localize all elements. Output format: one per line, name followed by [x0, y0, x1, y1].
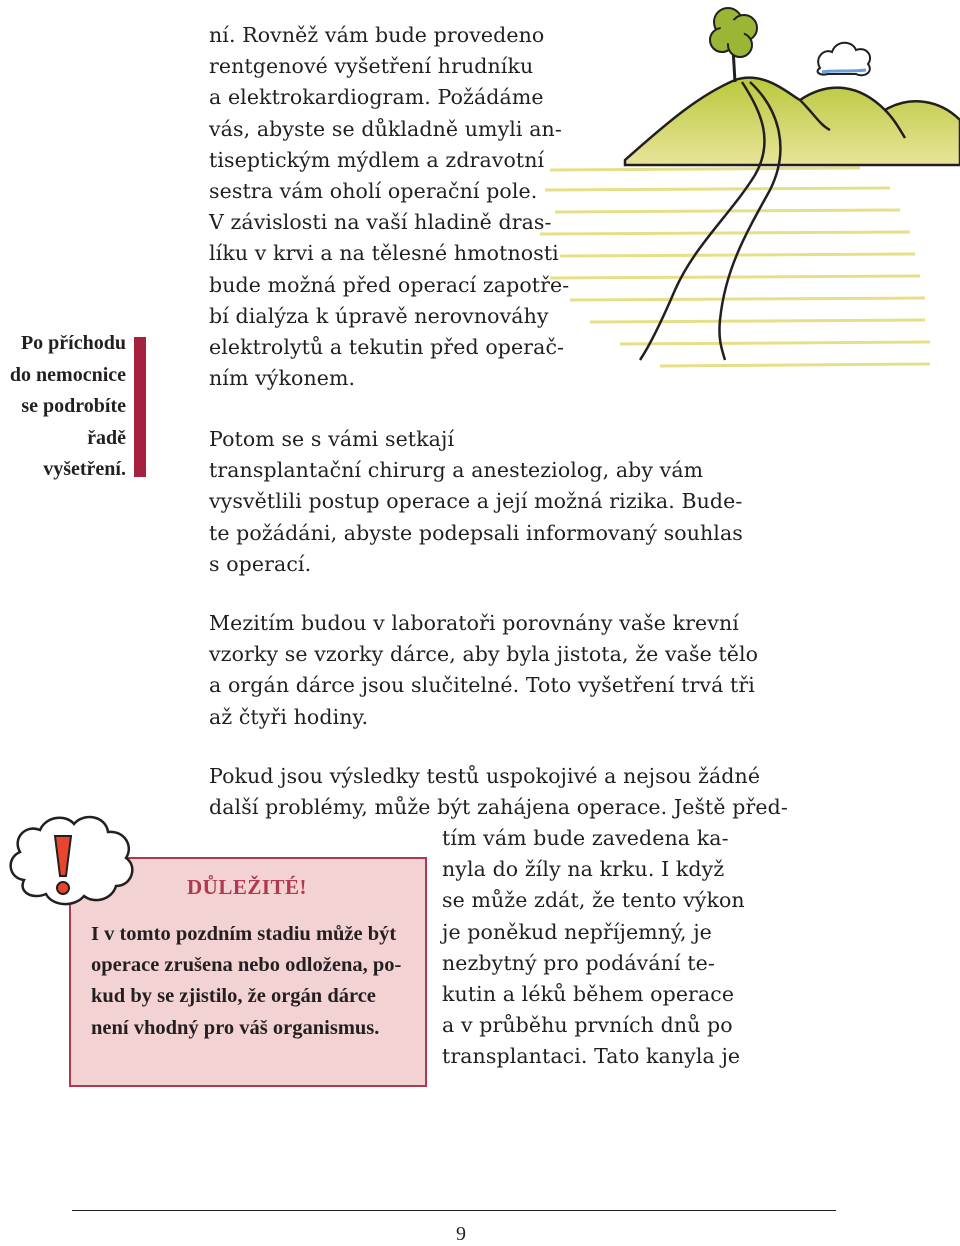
sidebar-note-line: Po příchodu	[20, 332, 126, 354]
paragraph-catheter	[442, 823, 745, 1073]
sidebar-note-line: se podrobíte	[21, 395, 126, 417]
text-line: vzorky se vzorky dárce, aby byla jistota, že vaše tělo	[209, 642, 759, 667]
text-line: V závislosti na vaší hladině dras-	[209, 210, 552, 235]
sidebar-note-line: do nemocnice	[9, 363, 126, 386]
text-line: vysvětlili postup operace a její možná rizika. Bude-	[209, 489, 743, 514]
text-line: Potom se s vámi setkají	[209, 427, 455, 451]
hill-road-tree-illustration	[530, 0, 960, 400]
sidebar-note-line: vyšetření.	[43, 458, 126, 480]
text-line: vás, abyste se důkladně umyli an-	[209, 116, 562, 141]
exclamation-cloud-icon	[2, 808, 142, 918]
text-line: operace zrušena nebo odložena, po-	[91, 954, 402, 977]
text-line: elektrolytů a tekutin před operač-	[209, 335, 565, 360]
paragraph-crossmatch	[209, 608, 758, 733]
footer-rule	[72, 1210, 836, 1211]
text-line: sestra vám oholí operační pole.	[209, 179, 538, 204]
text-line: kutin a léků během operace	[442, 982, 735, 1007]
text-line: nezbytný pro podávání te-	[442, 950, 715, 975]
paragraph-surgeon-meeting	[209, 424, 743, 580]
important-title: DŮLEŽITÉ!	[187, 875, 308, 899]
paragraph-preparation	[209, 20, 569, 394]
sidebar-note	[0, 328, 126, 486]
text-line: nyla do žíly na krku. I když	[442, 857, 725, 882]
text-line: I v tomto pozdním stadiu může být	[91, 923, 397, 945]
text-line: bí dialýza k úpravě nerovnováhy	[209, 303, 549, 328]
text-line: je poněkud nepříjemný, je	[442, 919, 712, 944]
text-line: Pokud jsou výsledky testů uspokojivé a nejsou žádné	[209, 764, 761, 788]
text-line: tím vám bude zavedena ka-	[442, 826, 729, 850]
text-line: transplantační chirurg a anesteziolog, aby vám	[209, 458, 704, 483]
paragraph-operation-start	[209, 761, 788, 823]
text-line: tiseptickým mýdlem a zdravotní	[209, 147, 545, 172]
text-line: se může zdát, že tento výkon	[442, 888, 745, 913]
text-line: další problémy, může být zahájena operace. Ještě před-	[209, 795, 788, 820]
text-line: líku v krvi a na tělesné hmotnosti	[209, 241, 559, 266]
text-line: te požádáni, abyste podepsali informovaný souhlas	[209, 520, 743, 545]
text-line: až čtyři hodiny.	[209, 704, 369, 729]
text-line: a elektrokardiogram. Požádáme	[209, 85, 544, 110]
text-line: transplantaci. Tato kanyla je	[442, 1044, 741, 1069]
text-line: kud by se zjistilo, že orgán dárce	[91, 985, 376, 1008]
important-text	[91, 919, 401, 1044]
page-number: 9	[456, 1223, 466, 1245]
text-line: a v průběhu prvních dnů po	[442, 1013, 733, 1038]
text-line: Mezitím budou v laboratoři porovnány vaše krevní	[209, 611, 739, 635]
text-line: ním výkonem.	[209, 366, 356, 391]
sidebar-note-line: řadě	[87, 426, 126, 449]
text-line: ní. Rovněž vám bude provedeno	[209, 23, 545, 47]
text-line: bude možná před operací zapotře-	[209, 272, 570, 297]
text-line: s operací.	[209, 551, 312, 576]
text-line: není vhodný pro váš organismus.	[91, 1016, 380, 1039]
sidebar-accent-bar	[134, 337, 146, 477]
text-line: rentgenové vyšetření hrudníku	[209, 54, 534, 79]
text-line: a orgán dárce jsou slučitelné. Toto vyšetření trvá tři	[209, 673, 755, 698]
